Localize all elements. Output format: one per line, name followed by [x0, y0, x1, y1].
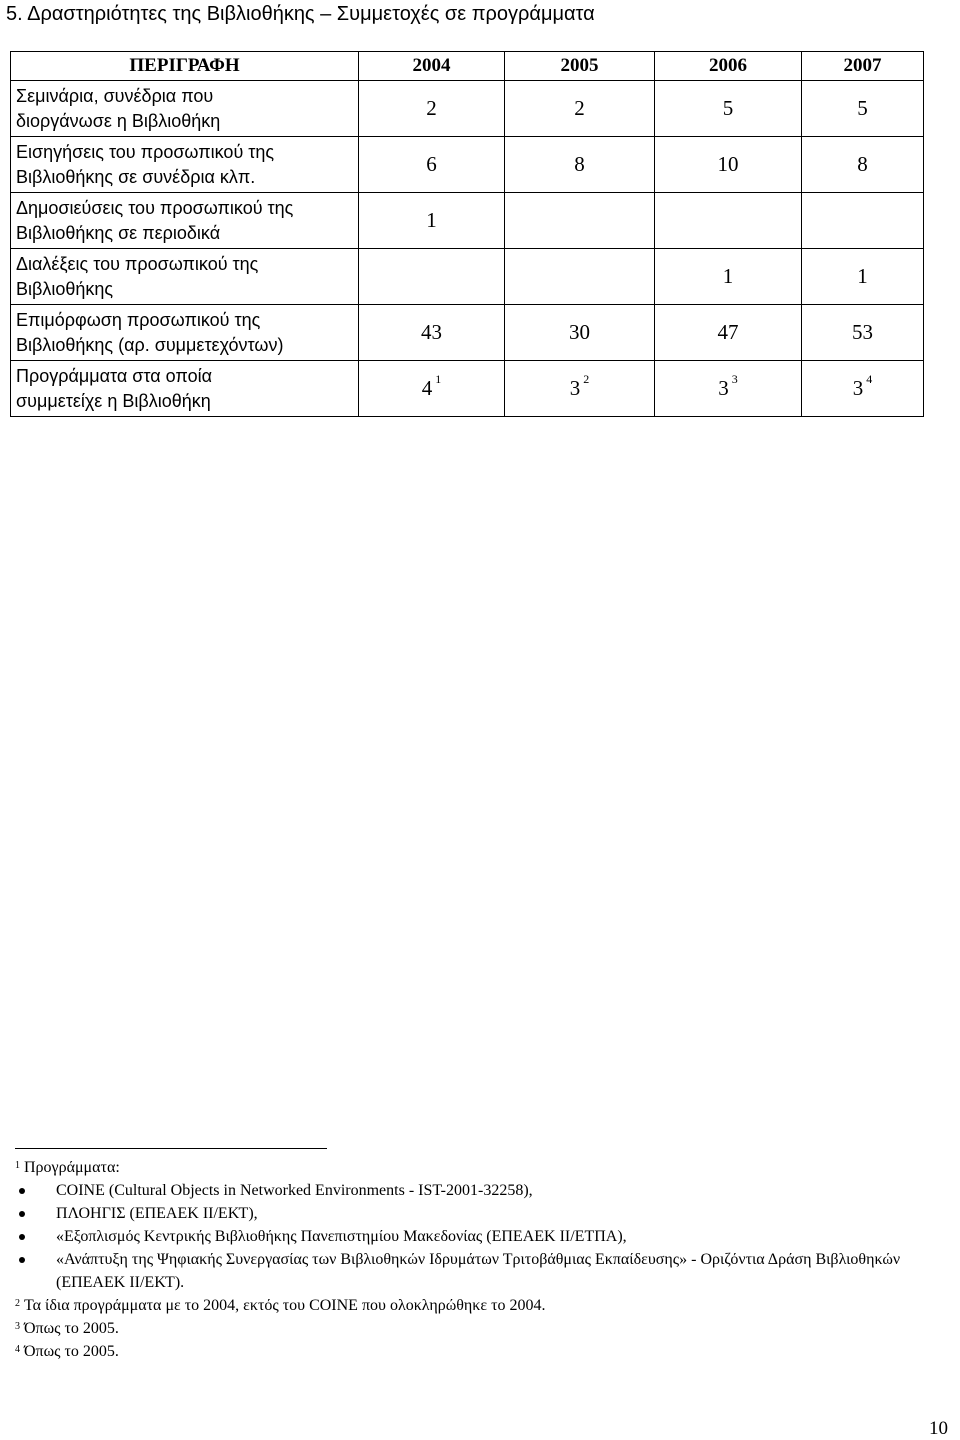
cell-value: 8 — [574, 152, 585, 176]
value-cell — [505, 249, 655, 305]
table-row — [11, 305, 924, 361]
column-header: 2006 — [655, 52, 802, 81]
value-cell — [655, 249, 802, 305]
cell-value: 1 — [426, 208, 437, 232]
value-cell — [359, 137, 505, 193]
table-row — [11, 137, 924, 193]
value-cell — [802, 193, 924, 249]
bullet-icon — [19, 1234, 25, 1240]
description-line: Βιβλιοθήκης — [16, 279, 114, 299]
footnote-4 — [15, 1340, 935, 1363]
cell-value: 4 — [421, 376, 433, 400]
description-line: Επιμόρφωση προσωπικού της — [16, 310, 261, 330]
list-item: «Ανάπτυξη της Ψηφιακής Συνεργασίας των Βιβλιοθηκών Ιδρυμάτων Τριτοβάθμιας Εκπαίδευσης» - Οριζόντια Δράση Βιβλιοθηκών (ΕΠΕΑΕΚ ΙΙ/ΕΚΤ). — [15, 1248, 935, 1294]
footnote-marker: 4 — [15, 1344, 20, 1355]
value-cell — [505, 305, 655, 361]
cell-value: 47 — [717, 320, 739, 344]
list-item: «Εξοπλισμός Κεντρικής Βιβλιοθήκης Πανεπιστημίου Μακεδονίας (ΕΠΕΑΕΚ ΙΙ/ΕΤΠΑ), — [15, 1225, 935, 1248]
footnote-text: Όπως το 2005. — [24, 1320, 119, 1337]
table-row — [11, 81, 924, 137]
column-header: ΠΕΡΙΓΡΑΦΗ — [11, 52, 359, 81]
footnote-marker: 1 — [15, 1160, 20, 1171]
value-cell — [802, 137, 924, 193]
bullet-icon — [19, 1257, 25, 1263]
cell-value: 30 — [569, 320, 590, 344]
table-row — [11, 361, 924, 417]
value-cell — [359, 81, 505, 137]
value-cell — [802, 249, 924, 305]
page-number: 10 — [929, 1418, 948, 1439]
description-line: Σεμινάρια, συνέδρια που — [16, 86, 214, 106]
footnote-separator — [15, 1148, 327, 1149]
footnote-1 — [15, 1156, 935, 1179]
description-line: Βιβλιοθήκης (αρ. συμμετεχόντων) — [16, 335, 284, 355]
value-cell — [802, 305, 924, 361]
cell-value: 53 — [852, 320, 873, 344]
value-cell — [359, 361, 505, 417]
description-line: Βιβλιοθήκης σε συνέδρια κλπ. — [16, 167, 256, 187]
value-cell — [655, 137, 802, 193]
cell-value: 10 — [717, 152, 739, 176]
cell-value: 3 — [718, 376, 729, 400]
footnote-reference: 2 — [583, 372, 590, 386]
description-line: Βιβλιοθήκης σε περιοδικά — [16, 223, 221, 243]
row-description — [11, 137, 359, 193]
footnote-reference: 1 — [435, 372, 442, 386]
row-description — [11, 193, 359, 249]
value-cell — [655, 193, 802, 249]
table-row — [11, 193, 924, 249]
value-cell — [359, 193, 505, 249]
value-cell — [802, 361, 924, 417]
footnote-1-list — [15, 1179, 935, 1294]
value-cell — [655, 361, 802, 417]
value-cell — [359, 249, 505, 305]
cell-value: 2 — [574, 96, 585, 120]
cell-value: 3 — [852, 376, 864, 400]
cell-value: 8 — [857, 152, 868, 176]
cell-value: 5 — [722, 96, 734, 120]
cell-value: 2 — [426, 96, 437, 120]
bullet-icon — [19, 1188, 25, 1194]
footnote-reference: 3 — [731, 372, 738, 386]
section-title: 5. Δραστηριότητες της Βιβλιοθήκης – Συμμετοχές σε προγράμματα — [6, 3, 595, 25]
cell-value: 43 — [421, 320, 442, 344]
column-header: 2004 — [359, 52, 505, 81]
value-cell — [359, 305, 505, 361]
value-cell — [655, 81, 802, 137]
description-line: Προγράμματα στα οποία — [16, 366, 213, 386]
row-description — [11, 81, 359, 137]
footnote-3 — [15, 1317, 935, 1340]
description-line: Εισηγήσεις του προσωπικού της — [16, 142, 275, 162]
value-cell — [802, 81, 924, 137]
column-header: 2007 — [802, 52, 924, 81]
list-item: ΠΛΟΗΓΙΣ (ΕΠΕΑΕΚ ΙΙ/ΕΚΤ), — [15, 1202, 935, 1225]
description-line: συμμετείχε η Βιβλιοθήκη — [16, 391, 211, 411]
cell-value: 6 — [426, 152, 437, 176]
value-cell — [505, 137, 655, 193]
row-description — [11, 305, 359, 361]
description-line: Δημοσιεύσεις του προσωπικού της — [16, 198, 294, 218]
footnotes — [15, 1156, 935, 1363]
cell-value: 1 — [722, 264, 734, 288]
value-cell — [655, 305, 802, 361]
description-line: διοργάνωσε η Βιβλιοθήκη — [16, 111, 221, 131]
description-line: Διαλέξεις του προσωπικού της — [16, 254, 259, 274]
row-description — [11, 361, 359, 417]
row-description — [11, 249, 359, 305]
activities-table — [10, 51, 924, 417]
column-header: 2005 — [505, 52, 655, 81]
footnote-text: Προγράμματα: — [24, 1159, 120, 1176]
bullet-icon — [19, 1211, 25, 1217]
table-header-row — [11, 52, 924, 81]
footnote-marker: 2 — [15, 1298, 20, 1309]
footnote-marker: 3 — [15, 1321, 20, 1332]
cell-value: 5 — [857, 96, 868, 120]
footnote-text: Τα ίδια προγράμματα με το 2004, εκτός του COINE που ολοκληρώθηκε το 2004. — [24, 1297, 546, 1314]
table-row — [11, 249, 924, 305]
value-cell — [505, 193, 655, 249]
footnote-2 — [15, 1294, 935, 1317]
cell-value: 3 — [569, 376, 581, 400]
value-cell — [505, 361, 655, 417]
cell-value: 1 — [857, 264, 868, 288]
footnote-text: Όπως το 2005. — [24, 1343, 119, 1360]
value-cell — [505, 81, 655, 137]
list-item: COINE (Cultural Objects in Networked Environments - IST-2001-32258), — [15, 1179, 935, 1202]
footnote-reference: 4 — [866, 372, 873, 386]
